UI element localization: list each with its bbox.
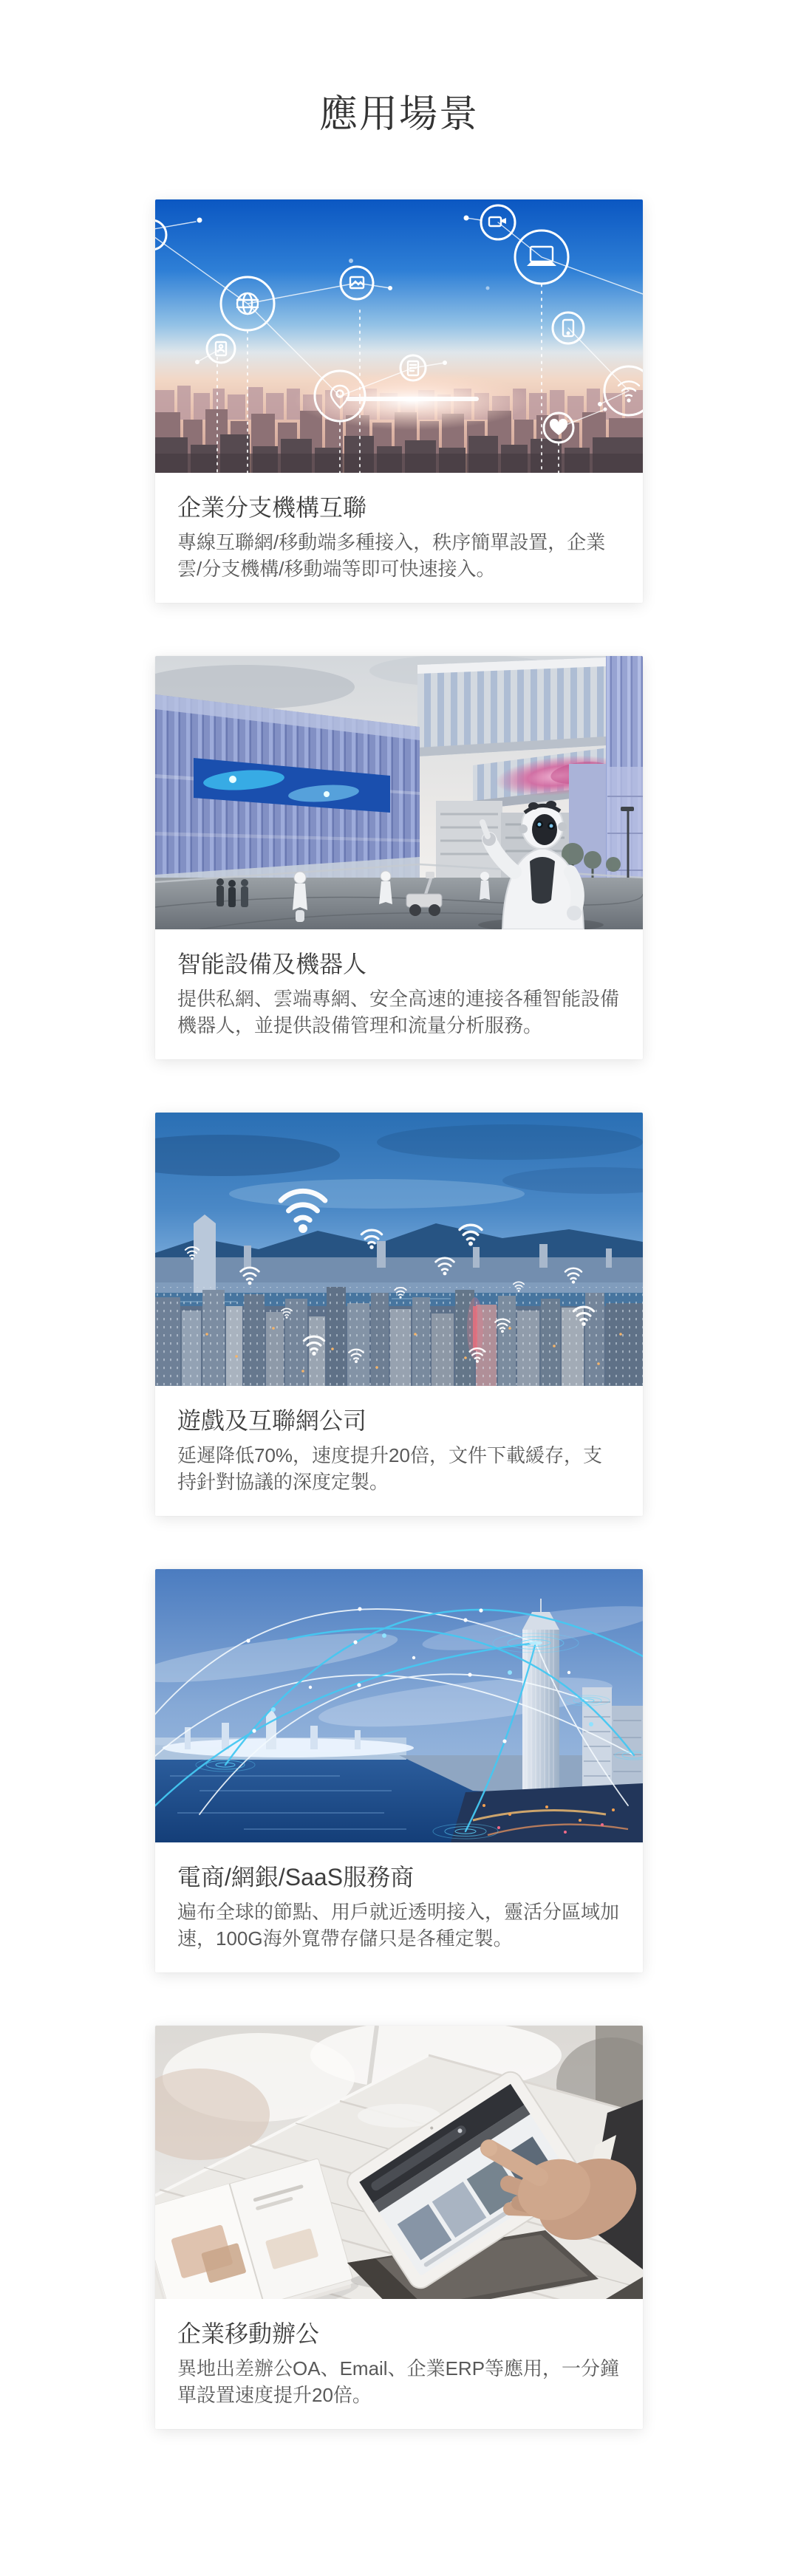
scenario-card-smart-devices-robots [155,656,643,1059]
scenario-card-enterprise-branch [155,199,643,603]
foreground-city-lights [451,1783,643,1842]
scenario-card-ecommerce-saas [155,1569,643,1972]
page-title: 應用場景 [318,93,479,136]
network-arcs-city-image [155,1569,643,1842]
harbour-wifi-image [155,1113,643,1386]
card-description: 提供私網、雲端專網、安全高速的連接各種智能設備機器人，並提供設備管理和流量分析服務。 [177,988,620,1036]
tablet-office-image [155,2026,643,2299]
card-title: 智能設備及機器人 [177,951,367,977]
card-description: 異地出差辦公OA、Email、企業ERP等應用，一分鐘單設置速度提升20倍。 [177,2357,620,2406]
foreground-city [155,1287,643,1386]
card-title: 電商/網銀/SaaS服務商 [177,1864,415,1890]
left-building [155,694,420,901]
city-iot-network-image [155,199,643,473]
card-description: 專線互聯網/移動端多種接入，秩序簡單設置，企業雲/分支機構/移動端等即可快速接入。 [177,531,606,580]
bottom-spacer [0,2482,798,2576]
card-title: 遊戲及互聯網公司 [177,1407,367,1434]
people-silhouettes [216,878,248,907]
scenario-card-mobile-office [155,2026,643,2429]
card-title: 企業分支機構互聯 [177,494,367,521]
scenario-card-gaming-internet [155,1113,643,1516]
robot-campus-image [155,656,643,929]
card-description: 遍布全球的節點、用戶就近透明接入，靈活分區域加速，100G海外寬帶存儲只是各種定製。 [177,1901,620,1950]
icc-tower [194,1223,216,1294]
card-description: 延遲降低70%，速度提升20倍，文件下載緩存，支持針對協議的深度定製。 [177,1444,602,1493]
card-title: 企業移動辦公 [177,2320,320,2347]
